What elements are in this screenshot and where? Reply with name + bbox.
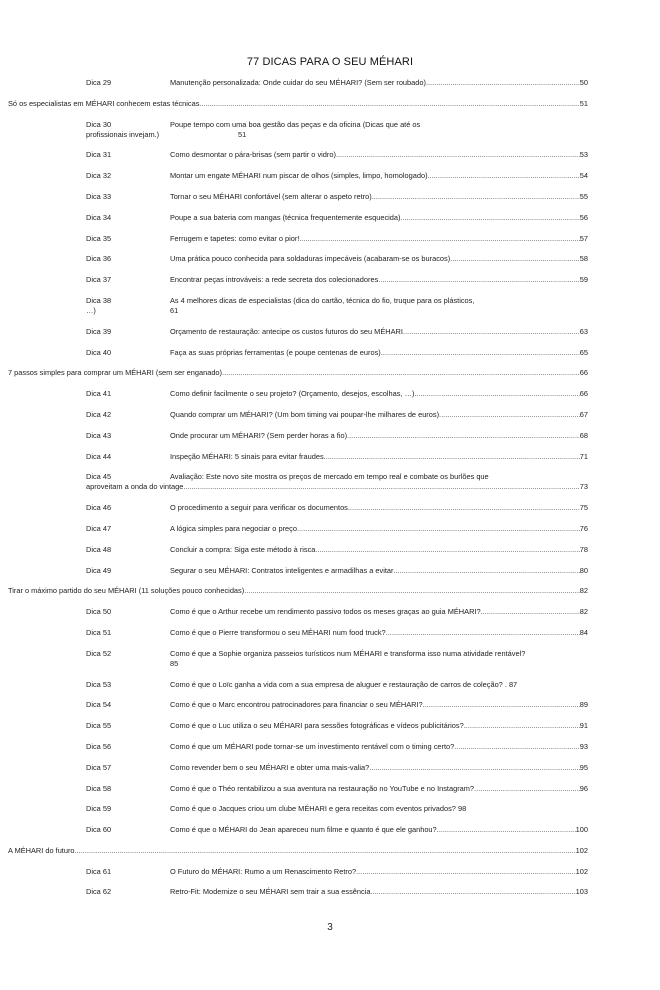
tip-number: Dica 58 bbox=[86, 783, 112, 793]
tip-number: Dica 57 bbox=[86, 762, 112, 772]
tip-number: Dica 45 bbox=[86, 472, 112, 482]
section-title: 7 passos simples para comprar um MÉHARI (sem ser enganado) bbox=[8, 368, 223, 378]
leader-dots bbox=[464, 721, 580, 731]
toc-entry bbox=[66, 607, 588, 617]
toc-row bbox=[86, 410, 588, 420]
page-ref: 68 bbox=[579, 430, 588, 440]
tip-number: Dica 54 bbox=[86, 700, 112, 710]
toc-entry bbox=[66, 763, 588, 773]
toc-row bbox=[86, 503, 588, 513]
leader-dots bbox=[324, 452, 580, 462]
page-ref: 84 bbox=[579, 627, 588, 637]
leader-dots bbox=[381, 348, 580, 358]
tip-number: Dica 59 bbox=[86, 804, 112, 814]
page-ref: 66 bbox=[579, 389, 588, 399]
page-number: 3 bbox=[327, 922, 333, 933]
page-ref: 66 bbox=[579, 368, 588, 378]
toc-row-continued bbox=[86, 482, 588, 492]
leader-dots bbox=[348, 503, 580, 513]
toc-row-continued bbox=[86, 130, 588, 140]
leader-dots bbox=[393, 566, 579, 576]
toc-row bbox=[86, 213, 588, 223]
toc-row bbox=[86, 680, 588, 690]
tip-number: Dica 40 bbox=[86, 347, 112, 357]
tip-title: Orçamento de restauração: antecipe os custos futuros do seu MÉHARI bbox=[170, 326, 403, 336]
toc-row bbox=[86, 721, 588, 731]
toc-entry bbox=[66, 254, 588, 264]
tip-title: Como é que a Sophie organiza passeios turísticos num MÉHARI e transforma isso numa atividade rentável? bbox=[170, 648, 526, 658]
toc-row bbox=[86, 742, 588, 752]
toc-entry bbox=[66, 389, 588, 399]
toc-row bbox=[86, 607, 588, 617]
tip-number: Dica 56 bbox=[86, 741, 112, 751]
tip-number: Dica 41 bbox=[86, 389, 112, 399]
leader-dots bbox=[474, 784, 580, 794]
tip-title: Poupe tempo com uma boa gestão das peças e da oficina (Dicas que até os bbox=[170, 119, 421, 129]
tip-title: Poupe a sua bateria com mangas (técnica frequentemente esquecida) bbox=[170, 212, 401, 222]
section-title: Só os especialistas em MÉHARI conhecem estas técnicas bbox=[8, 98, 200, 108]
tip-number: Dica 50 bbox=[86, 607, 112, 617]
toc-entry bbox=[66, 867, 588, 877]
leader-dots bbox=[423, 700, 580, 710]
page-ref: 82 bbox=[579, 586, 588, 596]
tip-number: Dica 49 bbox=[86, 565, 112, 575]
page-ref: 58 bbox=[579, 254, 588, 264]
leader-dots bbox=[199, 99, 579, 109]
tip-number: Dica 42 bbox=[86, 409, 112, 419]
toc-entry bbox=[66, 192, 588, 202]
tip-number: Dica 39 bbox=[86, 326, 112, 336]
toc-entry bbox=[66, 804, 588, 814]
tip-title: O Futuro do MÉHARI: Rumo a um Renascimento Retro? bbox=[170, 866, 357, 876]
tip-number: Dica 51 bbox=[86, 627, 112, 637]
toc-row bbox=[86, 524, 588, 534]
toc-row bbox=[86, 234, 588, 244]
toc-entry bbox=[66, 566, 588, 576]
tip-title: A lógica simples para negociar o preço bbox=[170, 523, 297, 533]
toc-row bbox=[86, 327, 588, 337]
tip-title: Como é que o Arthur recebe um rendimento passivo todos os meses graças ao guia MÉHARI? bbox=[170, 607, 481, 617]
leader-dots bbox=[222, 368, 580, 378]
toc-entry bbox=[66, 887, 588, 897]
page-ref: 75 bbox=[579, 503, 588, 513]
page-ref: 73 bbox=[579, 482, 588, 492]
tip-title: Ferrugem e tapetes: como evitar o pior! bbox=[170, 233, 300, 243]
toc-row bbox=[86, 763, 588, 773]
tip-title: Como é que o Pierre transformou o seu MÉHARI num food truck? bbox=[170, 627, 386, 637]
leader-dots bbox=[299, 234, 579, 244]
toc-row bbox=[8, 368, 588, 378]
leader-dots bbox=[315, 545, 579, 555]
leader-dots bbox=[244, 586, 580, 596]
page-ref: 63 bbox=[579, 326, 588, 336]
toc-row bbox=[86, 348, 588, 358]
page-ref: 102 bbox=[575, 845, 588, 855]
page-ref: 78 bbox=[579, 544, 588, 554]
toc-row bbox=[86, 472, 588, 482]
toc-row bbox=[86, 171, 588, 181]
page-ref: 55 bbox=[579, 191, 588, 201]
page-ref: 102 bbox=[575, 866, 588, 876]
leader-dots bbox=[400, 213, 579, 223]
toc-row bbox=[86, 628, 588, 638]
page-title: 77 DICAS PARA O SEU MÉHARI bbox=[246, 56, 414, 68]
page-ref: 56 bbox=[579, 212, 588, 222]
page-ref: 95 bbox=[579, 762, 588, 772]
tip-title-continued: profissionais invejam.) bbox=[86, 129, 160, 139]
toc-entry bbox=[66, 348, 588, 358]
tip-title-continued: …) bbox=[86, 305, 96, 315]
toc-row-continued bbox=[86, 306, 588, 316]
leader-dots bbox=[370, 887, 575, 897]
leader-dots bbox=[414, 389, 579, 399]
leader-dots bbox=[183, 482, 579, 492]
tip-number: Dica 60 bbox=[86, 825, 112, 835]
toc-row bbox=[86, 887, 588, 897]
page-ref: 54 bbox=[579, 171, 588, 181]
tip-title: Inspeção MÉHARI: 5 sinais para evitar fraudes bbox=[170, 451, 324, 461]
toc-row bbox=[86, 150, 588, 160]
leader-dots bbox=[75, 846, 576, 856]
tip-title: Faça as suas próprias ferramentas (e poupe centenas de euros) bbox=[170, 347, 381, 357]
tip-title: Como é que o Loïc ganha a vida com a sua empresa de aluguer e restauração de carros de coleção? . 87 bbox=[170, 679, 518, 689]
leader-dots bbox=[481, 607, 580, 617]
toc-entry bbox=[66, 150, 588, 160]
tip-title: Manutenção personalizada: Onde cuidar do seu MÉHARI? (Sem ser roubado) bbox=[170, 78, 426, 87]
tip-title: O procedimento a seguir para verificar os documentos bbox=[170, 503, 348, 513]
tip-title: Retro-Fit: Modernize o seu MÉHARI sem trair a sua essência bbox=[170, 887, 371, 897]
toc-entry bbox=[66, 742, 588, 752]
tip-title: Uma prática pouco conhecida para soldaduras impecáveis (acabaram-se os buracos) bbox=[170, 254, 451, 264]
tip-number: Dica 37 bbox=[86, 275, 112, 285]
tip-number: Dica 48 bbox=[86, 544, 112, 554]
toc-entry bbox=[66, 700, 588, 710]
tip-number: Dica 61 bbox=[86, 866, 112, 876]
toc-entry bbox=[66, 524, 588, 534]
toc-entry bbox=[66, 296, 588, 316]
toc-row bbox=[86, 275, 588, 285]
leader-dots bbox=[356, 867, 576, 877]
toc-entry bbox=[66, 275, 588, 285]
toc-entry bbox=[66, 503, 588, 513]
tip-number: Dica 33 bbox=[86, 191, 112, 201]
leader-dots bbox=[378, 275, 579, 285]
page-ref: 80 bbox=[579, 565, 588, 575]
tip-title: Como revender bem o seu MÉHARI e obter uma mais-valia? bbox=[170, 762, 370, 772]
tip-title: Como é que um MÉHARI pode tornar-se um investimento rentável com o timing certo? bbox=[170, 741, 455, 751]
page-ref: 85 bbox=[170, 658, 179, 668]
toc-row bbox=[8, 99, 588, 109]
toc-entry bbox=[66, 234, 588, 244]
tip-title: Encontrar peças introváveis: a rede secreta dos colecionadores bbox=[170, 275, 379, 285]
leader-dots bbox=[428, 171, 580, 181]
leader-dots bbox=[347, 431, 580, 441]
table-of-contents bbox=[8, 78, 588, 908]
tip-title: Avaliação: Este novo site mostra os preços de mercado em tempo real e combate os burlões que bbox=[170, 472, 489, 482]
toc-row bbox=[86, 804, 588, 814]
toc-row bbox=[86, 78, 588, 88]
toc-row bbox=[8, 846, 588, 856]
tip-number: Dica 46 bbox=[86, 503, 112, 513]
leader-dots bbox=[336, 150, 580, 160]
leader-dots bbox=[439, 410, 580, 420]
toc-entry bbox=[66, 472, 588, 492]
page-ref: 50 bbox=[579, 78, 588, 87]
tip-title: Como desmontar o pára-brisas (sem partir o vidro) bbox=[170, 150, 336, 160]
tip-title: Montar um engate MÉHARI num piscar de olhos (simples, limpo, homologado) bbox=[170, 171, 428, 181]
tip-number: Dica 52 bbox=[86, 648, 112, 658]
toc-row bbox=[86, 254, 588, 264]
leader-dots bbox=[454, 742, 580, 752]
toc-entry bbox=[66, 171, 588, 181]
tip-title-continued: aproveitam a onda do vintage bbox=[86, 482, 184, 492]
page-ref: 53 bbox=[579, 150, 588, 160]
leader-dots bbox=[386, 628, 580, 638]
toc-row bbox=[86, 545, 588, 555]
toc-row bbox=[86, 566, 588, 576]
toc-entry bbox=[66, 431, 588, 441]
toc-row bbox=[86, 867, 588, 877]
tip-title: Onde procurar um MÉHARI? (Sem perder horas a fio) bbox=[170, 430, 348, 440]
leader-dots bbox=[372, 192, 580, 202]
tip-number: Dica 32 bbox=[86, 171, 112, 181]
toc-section-entry bbox=[8, 586, 588, 596]
tip-title: Segurar o seu MÉHARI: Contratos inteligentes e armadilhas a evitar bbox=[170, 565, 394, 575]
toc-entry bbox=[66, 680, 588, 690]
tip-title: Quando comprar um MÉHARI? (Um bom timing vai poupar-lhe milhares de euros) bbox=[170, 409, 440, 419]
leader-dots bbox=[403, 327, 580, 337]
leader-dots bbox=[369, 763, 580, 773]
leader-dots bbox=[426, 78, 580, 88]
leader-dots bbox=[450, 254, 580, 264]
tip-title: Como é que o Théo rentabilizou a sua aventura na restauração no YouTube e no Instagram? bbox=[170, 783, 475, 793]
page-ref: 57 bbox=[579, 233, 588, 243]
tip-number: Dica 43 bbox=[86, 430, 112, 440]
page-ref: 65 bbox=[579, 347, 588, 357]
toc-row bbox=[86, 120, 588, 130]
tip-number: Dica 36 bbox=[86, 254, 112, 264]
tip-title: Concluir a compra: Siga este método à risca bbox=[170, 544, 316, 554]
tip-number: Dica 44 bbox=[86, 451, 112, 461]
tip-number: Dica 35 bbox=[86, 233, 112, 243]
tip-number: Dica 29 bbox=[86, 78, 112, 87]
toc-row bbox=[86, 296, 588, 306]
toc-entry bbox=[66, 327, 588, 337]
toc-row bbox=[86, 389, 588, 399]
page-ref: 91 bbox=[579, 721, 588, 731]
toc-row bbox=[86, 784, 588, 794]
toc-entry bbox=[66, 649, 588, 669]
section-title: Tirar o máximo partido do seu MÉHARI (11 soluções pouco conhecidas) bbox=[8, 586, 245, 596]
toc-entry bbox=[66, 78, 588, 88]
page-ref: 93 bbox=[579, 741, 588, 751]
tip-number: Dica 30 bbox=[86, 119, 112, 129]
toc-row bbox=[86, 452, 588, 462]
page-ref: 82 bbox=[579, 607, 588, 617]
toc-entry bbox=[66, 452, 588, 462]
tip-number: Dica 38 bbox=[86, 295, 112, 305]
tip-title: As 4 melhores dicas de especialistas (dica do cartão, técnica do fio, truque para os plásticos, bbox=[170, 295, 475, 305]
leader-dots bbox=[437, 825, 576, 835]
page-ref: 67 bbox=[579, 409, 588, 419]
toc-row bbox=[86, 825, 588, 835]
page-ref: 61 bbox=[170, 305, 179, 315]
tip-title: Como é que o Marc encontrou patrocinadores para financiar o seu MÉHARI? bbox=[170, 700, 423, 710]
page-ref: 100 bbox=[575, 825, 588, 835]
tip-number: Dica 31 bbox=[86, 150, 112, 160]
toc-entry bbox=[66, 825, 588, 835]
toc-section-entry bbox=[8, 99, 588, 109]
tip-title: Como é que o Luc utiliza o seu MÉHARI para sessões fotográficas e vídeos publicitários? bbox=[170, 721, 464, 731]
tip-title: Como é que o MÉHARI do Jean apareceu num filme e quanto é que ele ganhou? bbox=[170, 825, 437, 835]
toc-entry bbox=[66, 120, 588, 140]
page-ref: 51 bbox=[238, 129, 247, 139]
page-ref: 76 bbox=[579, 523, 588, 533]
toc-section-entry bbox=[8, 368, 588, 378]
page-ref: 71 bbox=[579, 451, 588, 461]
toc-entry bbox=[66, 721, 588, 731]
page-ref: 51 bbox=[579, 98, 588, 108]
toc-row bbox=[86, 192, 588, 202]
tip-number: Dica 53 bbox=[86, 679, 112, 689]
tip-title: Como é que o Jacques criou um clube MÉHARI e gera receitas com eventos privados? 98 bbox=[170, 804, 467, 814]
tip-number: Dica 62 bbox=[86, 887, 112, 897]
tip-number: Dica 34 bbox=[86, 212, 112, 222]
tip-title: Tornar o seu MÉHARI confortável (sem alterar o aspeto retro) bbox=[170, 191, 372, 201]
leader-dots bbox=[297, 524, 580, 534]
tip-title: Como definir facilmente o seu projeto? (Orçamento, desejos, escolhas, …) bbox=[170, 389, 415, 399]
page-ref: 103 bbox=[575, 887, 588, 897]
section-title: A MÉHARI do futuro bbox=[8, 845, 75, 855]
tip-number: Dica 47 bbox=[86, 523, 112, 533]
toc-section-entry bbox=[8, 846, 588, 856]
toc-row bbox=[86, 649, 588, 659]
toc-row-continued bbox=[86, 659, 588, 669]
tip-number: Dica 55 bbox=[86, 721, 112, 731]
toc-entry bbox=[66, 410, 588, 420]
toc-entry bbox=[66, 545, 588, 555]
page-ref: 96 bbox=[579, 783, 588, 793]
toc-row bbox=[86, 431, 588, 441]
page-ref: 89 bbox=[579, 700, 588, 710]
toc-row bbox=[86, 700, 588, 710]
page-ref: 59 bbox=[579, 275, 588, 285]
toc-row bbox=[8, 586, 588, 596]
toc-entry bbox=[66, 784, 588, 794]
toc-entry bbox=[66, 213, 588, 223]
toc-entry bbox=[66, 628, 588, 638]
